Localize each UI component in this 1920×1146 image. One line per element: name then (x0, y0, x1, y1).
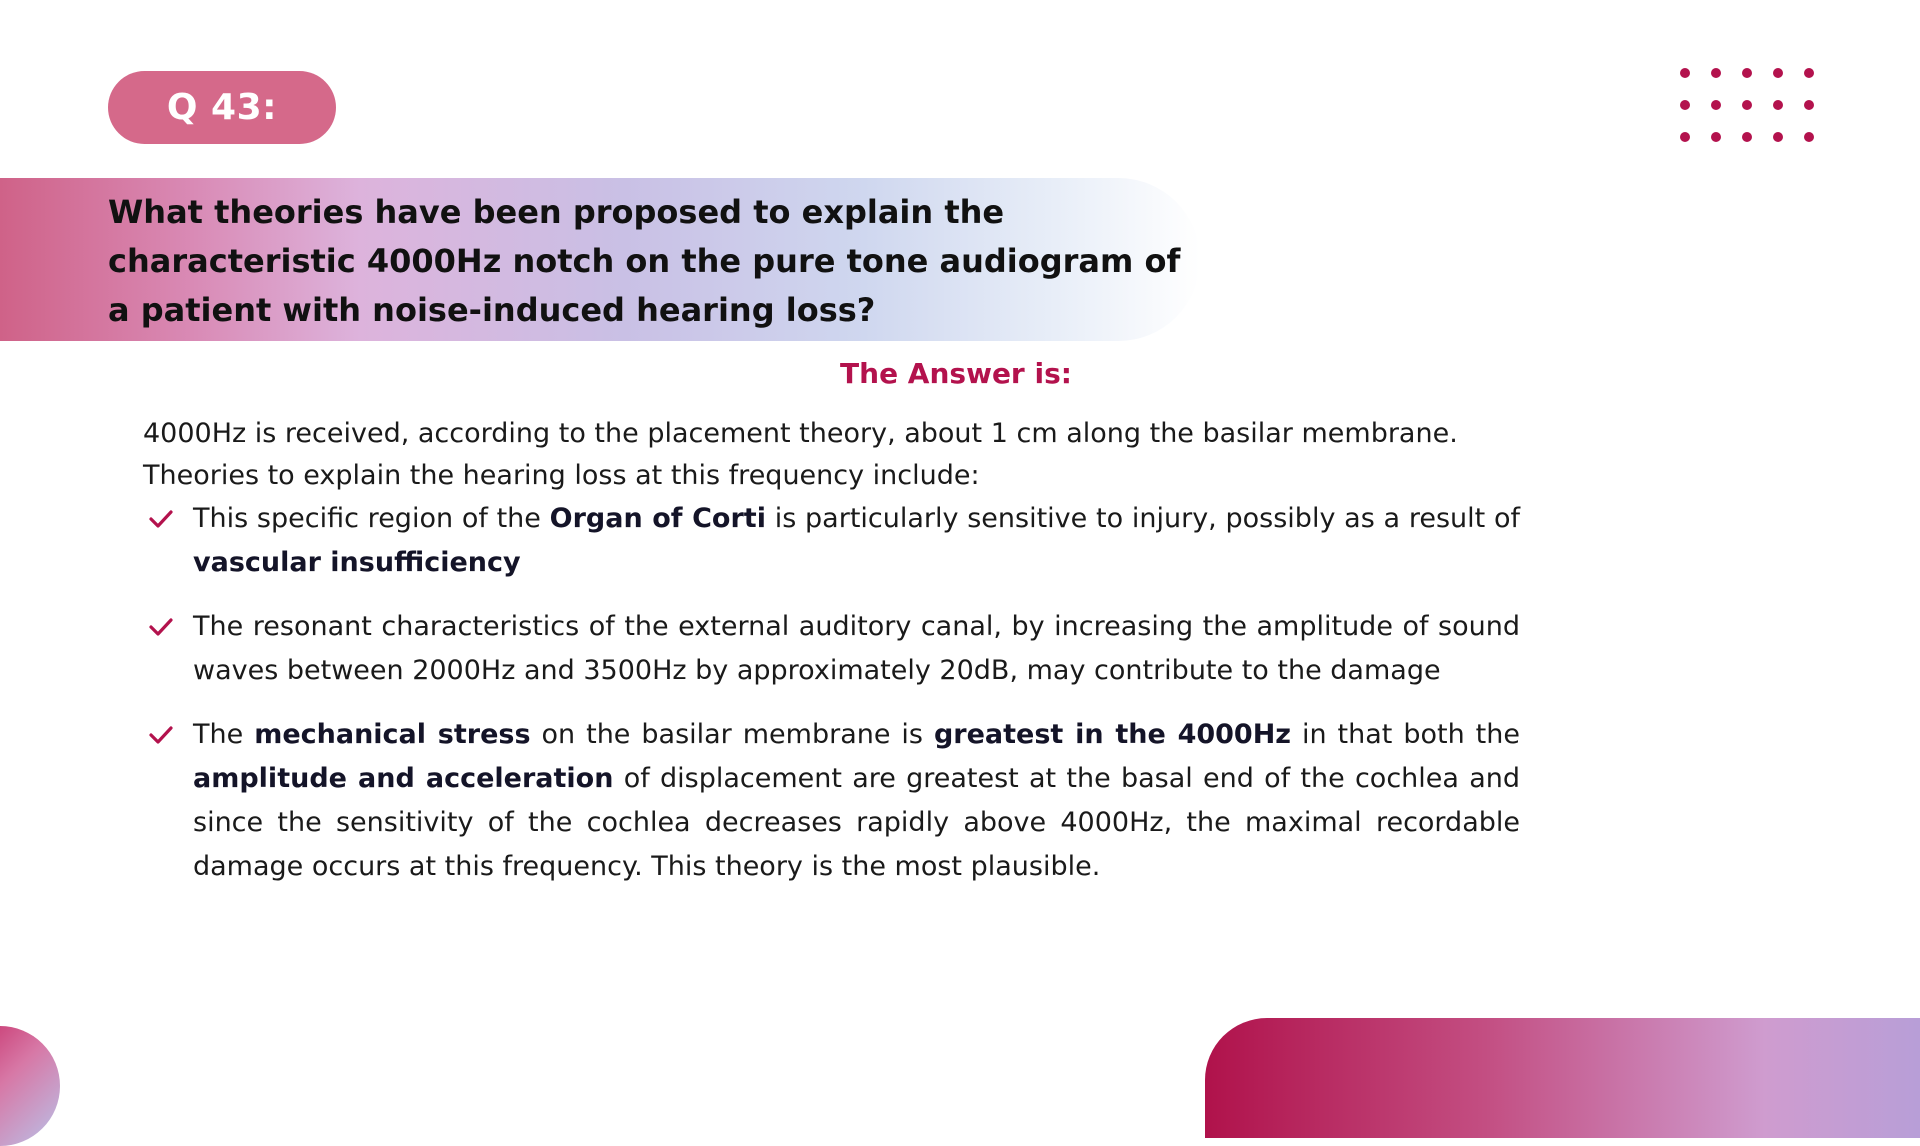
question-number-label: Q 43: (166, 87, 278, 128)
dot (1711, 68, 1721, 78)
theory-emphasis: mechanical stress (254, 719, 531, 750)
theory-text: This specific region of the (193, 503, 550, 534)
dot (1680, 100, 1690, 110)
dot (1742, 68, 1752, 78)
dot (1742, 100, 1752, 110)
answer-intro (143, 413, 1623, 497)
theory-emphasis: greatest in the 4000Hz (933, 719, 1292, 750)
check-icon (147, 505, 175, 533)
decorative-bottom-band (1205, 1018, 1920, 1138)
dot (1773, 100, 1783, 110)
theory-text: The resonant characteristics of the external auditory canal, by increasing the amplitude of sound waves between 2000Hz and 3500Hz by approximately 20dB, may contribute to the damage (193, 611, 1520, 686)
answer-intro-line: 4000Hz is received, according to the placement theory, about 1 cm along the basilar membrane. (143, 418, 1458, 449)
theory-text: is particularly sensitive to injury, possibly as a result of (765, 503, 1520, 534)
check-icon (147, 613, 175, 641)
dot (1804, 68, 1814, 78)
dot (1680, 68, 1690, 78)
dot (1680, 132, 1690, 142)
theory-text: of displacement are greatest at the basal end of the cochlea and since the sensitivity of the cochlea decreases rapidly above 4000Hz, the maximal recordable damage occurs at this frequency. This theory is the most plausible. (193, 763, 1520, 882)
dot (1711, 132, 1721, 142)
answer-heading: The Answer is: (840, 357, 1072, 390)
decorative-dot-grid (1680, 68, 1830, 148)
question-text: What theories have been proposed to explain the characteristic 4000Hz notch on the pure tone audiogram of a patient with noise-induced hearing loss? (108, 193, 1181, 329)
theory-text: The (193, 719, 255, 750)
theory-emphasis: vascular insufficiency (193, 547, 521, 578)
dot (1742, 132, 1752, 142)
question-number-badge (108, 71, 336, 144)
theory-list (143, 497, 1520, 889)
theory-emphasis: amplitude and acceleration (193, 763, 614, 794)
theory-text: on the basilar membrane is (530, 719, 934, 750)
theory-item (143, 605, 1520, 693)
check-icon (147, 721, 175, 749)
theory-text: in that both the (1291, 719, 1520, 750)
dot (1804, 132, 1814, 142)
theory-emphasis: Organ of Corti (549, 503, 766, 534)
answer-intro-line: Theories to explain the hearing loss at this frequency include: (143, 460, 980, 491)
dot (1773, 68, 1783, 78)
decorative-corner-circle (0, 1026, 60, 1146)
dot (1711, 100, 1721, 110)
theory-item (143, 497, 1520, 585)
dot (1804, 100, 1814, 110)
dot (1773, 132, 1783, 142)
theory-item (143, 713, 1520, 889)
